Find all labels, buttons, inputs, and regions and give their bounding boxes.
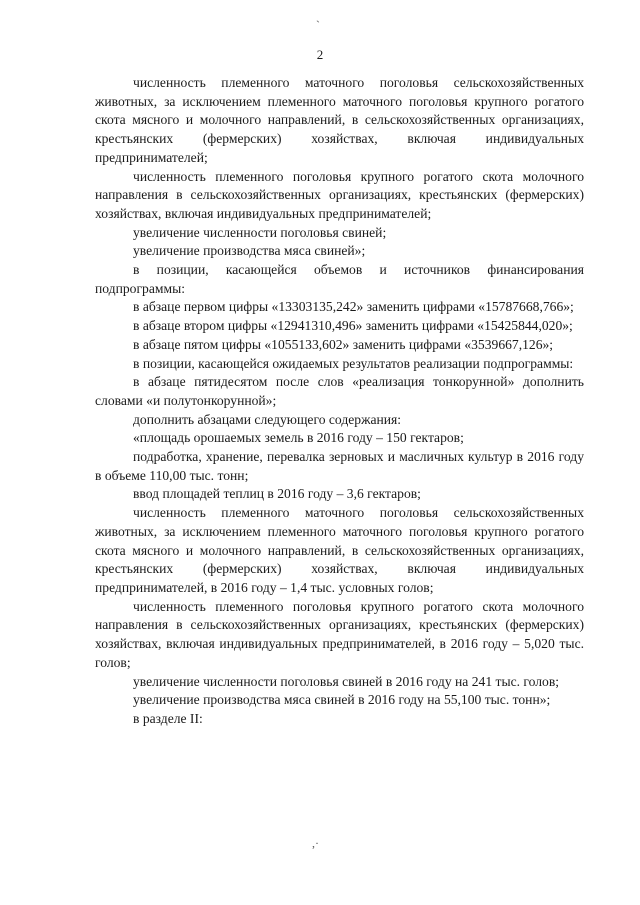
paragraph: в абзаце пятом цифры «1055133,602» заменить цифрами «3539667,126»;	[133, 336, 554, 352]
paragraph: увеличение численности поголовья свиней в 2016 году на 241 тыс. голов;	[133, 673, 560, 689]
scan-mark: ,·	[312, 836, 319, 850]
paragraph: в абзаце пятидесятом после слов «реализация тонкорунной» дополнить словами «и полутонкорунной»;	[95, 374, 584, 408]
paragraph: «площадь орошаемых земель в 2016 году – 150 гектаров;	[133, 430, 464, 446]
paragraph: подработка, хранение, перевалка зерновых и масличных культур в 2016 году в объеме 110,00 тыс. тонн;	[95, 449, 584, 483]
paragraph: увеличение производства мяса свиней»;	[133, 243, 366, 259]
paragraph: в абзаце первом цифры «13303135,242» заменить цифрами «15787668,766»;	[133, 299, 574, 315]
paragraph: численность племенного маточного поголовья сельскохозяйственных животных, за исключением племенного маточного поголовья крупного рогатого скота мясного и молочного направлений, в сельскохозяйственных организациях, крестьянских (фермерских) хозяйствах, включая индивидуальных предпринимателей, в 2016 году – 1,4 тыс. условных голов;	[95, 505, 584, 595]
paragraph: увеличение численности поголовья свиней;	[133, 224, 387, 240]
paragraph: численность племенного маточного поголовья сельскохозяйственных животных, за исключением племенного маточного поголовья крупного рогатого скота мясного и молочного направлений, в сельскохозяйственных организациях, крестьянских (фермерских) хозяйствах, включая индивидуальных предпринимателей;	[95, 75, 584, 165]
paragraph: в позиции, касающейся объемов и источников финансирования подпрограммы:	[95, 262, 584, 296]
paragraph: численность племенного поголовья крупного рогатого скота молочного направления в сельскохозяйственных организациях, крестьянских (фермерских) хозяйствах, включая индивидуальных предпринимателей, в 2016 году – 5,020 тыс. голов;	[95, 598, 584, 670]
page-number: 2	[316, 47, 324, 62]
paragraph: ввод площадей теплиц в 2016 году – 3,6 гектаров;	[133, 486, 421, 502]
paragraph: увеличение производства мяса свиней в 2016 году на 55,100 тыс. тонн»;	[133, 692, 551, 708]
paragraph: в разделе II:	[133, 710, 203, 726]
document-body	[95, 74, 584, 729]
paragraph: в позиции, касающейся ожидаемых результатов реализации подпрограммы:	[133, 355, 574, 371]
paragraph: численность племенного поголовья крупного рогатого скота молочного направления в сельскохозяйственных организациях, крестьянских (фермерских) хозяйствах, включая индивидуальных предпринимателей;	[95, 168, 584, 221]
scan-mark: `	[316, 18, 320, 32]
paragraph: в абзаце втором цифры «12941310,496» заменить цифрами «15425844,020»;	[133, 318, 573, 334]
paragraph: дополнить абзацами следующего содержания:	[133, 411, 402, 427]
